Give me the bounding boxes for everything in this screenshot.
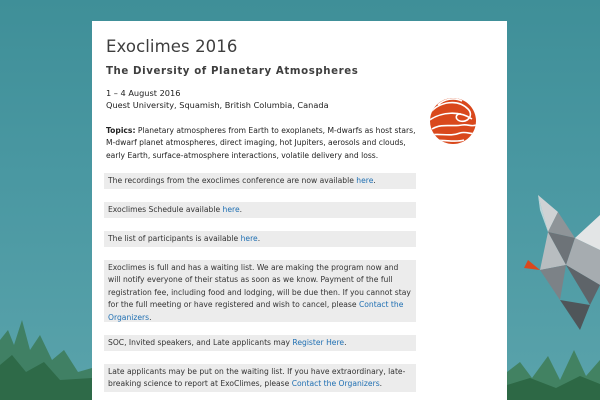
content-panel [92,21,507,400]
notice-recordings: The recordings from the exoclimes conference are now available here. [104,173,416,189]
contact-organizers-link[interactable]: Contact the Organizers [108,300,404,322]
goose-bird [524,195,600,330]
notice-text: The list of participants is available [108,234,241,243]
notice-text: Late applicants may be put on the waiting list. If you have extraordinary, late-breaking science to report at ExoClimes, please [108,367,406,389]
exoclimes-logo [428,83,478,159]
topics-paragraph [106,125,422,162]
recordings-here-link[interactable]: here [356,176,374,185]
topics-label: Topics: [106,126,136,135]
site-subtitle: The Diversity of Planetary Atmospheres [106,66,359,77]
site-title[interactable]: Exoclimes 2016 [106,37,238,56]
conference-dates: 1 – 4 August 2016 [106,88,181,98]
notice-text: Exoclimes is full and has a waiting list. We are making the program now and will notify everyone of their status as soon as we know. Payment of the full registration fee, including food and lodging, will be due then. If you cannot stay for the full meeting or have registered and wish to cancel, please [108,263,411,310]
schedule-here-link[interactable]: here [222,205,240,214]
topics-text: Planetary atmospheres from Earth to exoplanets, M-dwarfs as host stars, M-dwarf planet atmospheres, direct imaging, hot Jupiters, aerosols and clouds, early Earth, surface-atmosphere interactions, volatile delivery and loss. [106,126,416,160]
notice-register: SOC, Invited speakers, and Late applicants may Register Here. [104,335,416,351]
notice-late-applicants: Late applicants may be put on the waiting list. If you have extraordinary, late-breaking science to report at ExoClimes, please Contact the Organizers. [104,364,416,392]
notice-participants: The list of participants is available here. [104,231,416,247]
notice-text: The recordings from the exoclimes conference are now available [108,176,357,185]
notice-text: Exoclimes Schedule available [108,205,223,214]
register-here-link[interactable]: Register Here [292,338,345,347]
conference-venue: Quest University, Squamish, British Columbia, Canada [106,100,329,110]
contact-organizers-link-2[interactable]: Contact the Organizers [291,379,380,389]
notice-text: SOC, Invited speakers, and Late applicants may [108,338,293,347]
notice-schedule: Exoclimes Schedule available here. [104,202,416,218]
notice-waiting-list: Exoclimes is full and has a waiting list. We are making the program now and will notify everyone of their status as soon as we know. Payment of the full registration fee, including food and lodging, will be due then. If you cannot stay for the full meeting or have registered and wish to cancel, please Contact the Organizers. [104,260,416,322]
participants-here-link[interactable]: here [240,234,258,243]
